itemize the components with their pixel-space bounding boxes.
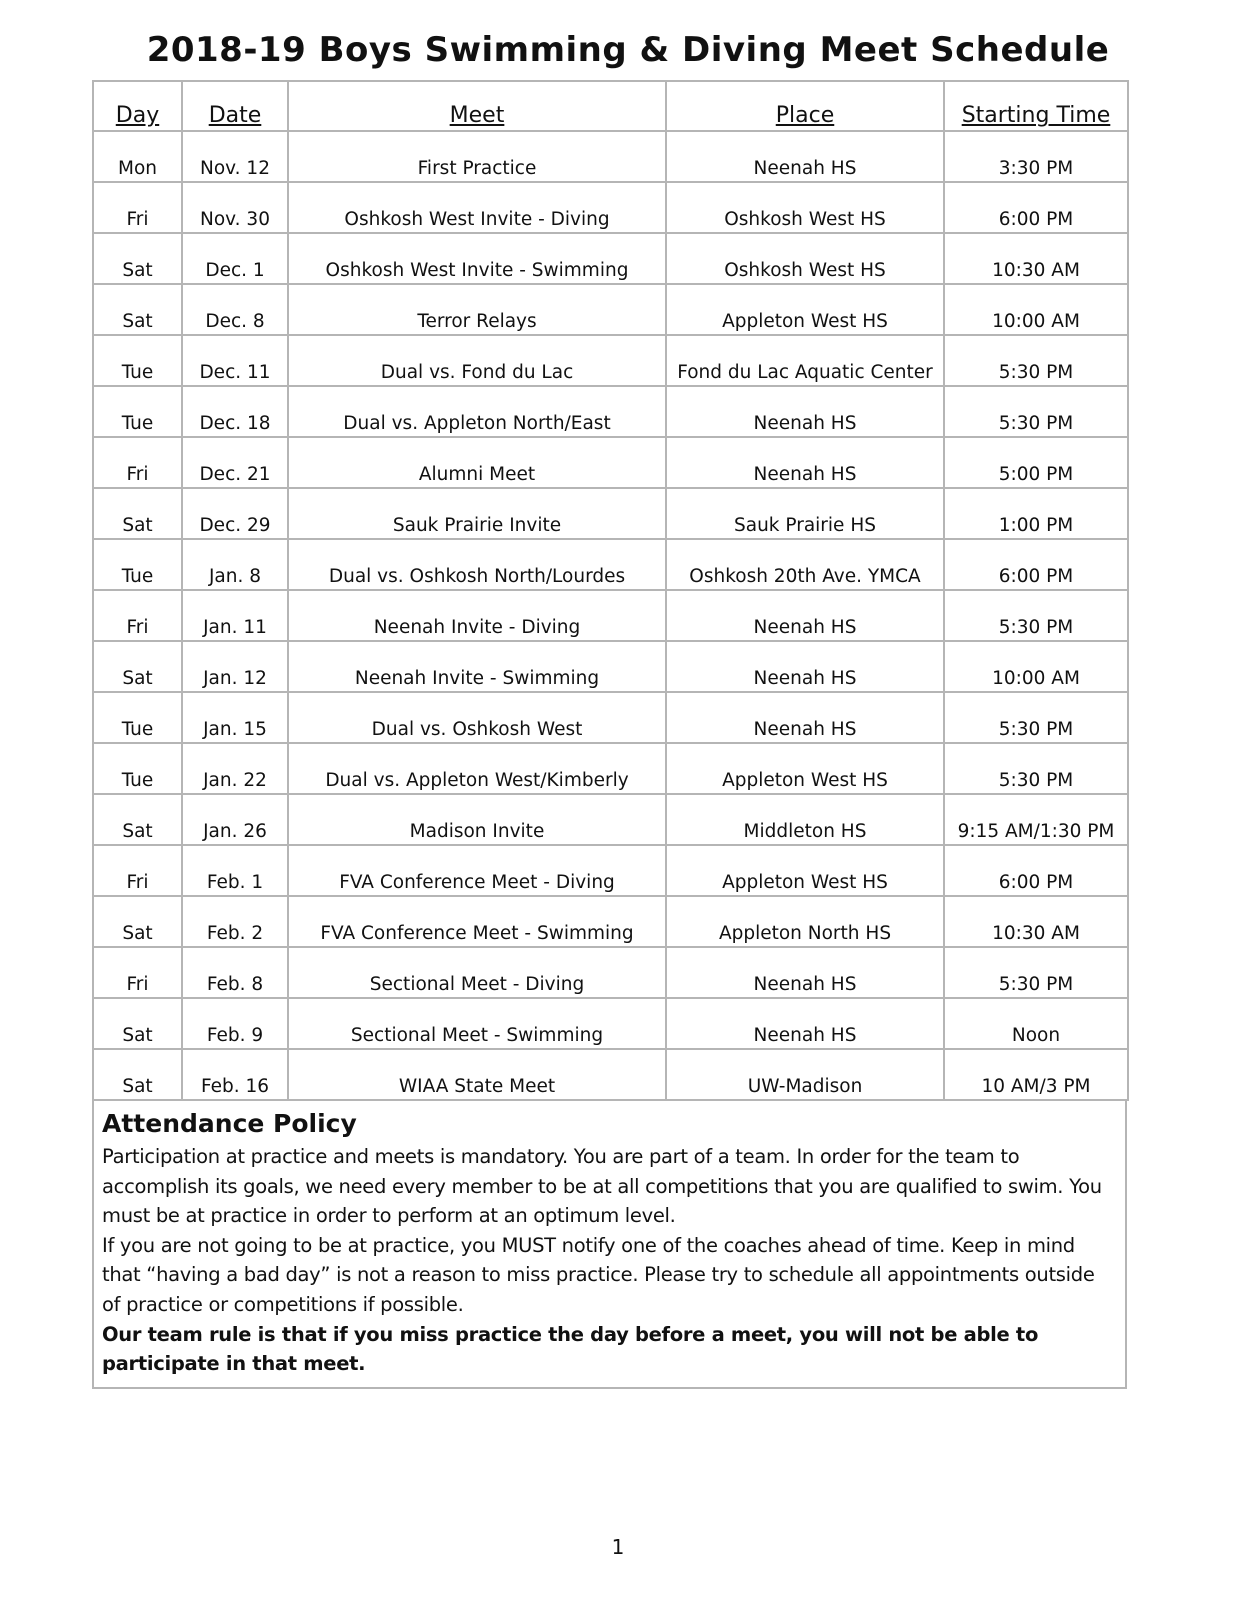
cell-place: Neenah HS	[666, 947, 944, 998]
cell-starting-time: 1:00 PM	[944, 488, 1128, 539]
cell-starting-time: 10:30 AM	[944, 233, 1128, 284]
cell-place: Neenah HS	[666, 641, 944, 692]
header-starting-time: Starting Time	[944, 81, 1128, 131]
cell-place: Oshkosh 20th Ave. YMCA	[666, 539, 944, 590]
table-row	[93, 1049, 1128, 1100]
cell-starting-time: 6:00 PM	[944, 845, 1128, 896]
table-row	[93, 692, 1128, 743]
cell-date: Jan. 8	[182, 539, 288, 590]
cell-date: Feb. 8	[182, 947, 288, 998]
cell-day: Sat	[93, 233, 182, 284]
cell-starting-time: 9:15 AM/1:30 PM	[944, 794, 1128, 845]
policy-paragraph-1: Participation at practice and meets is mandatory. You are part of a team. In order for the team to accomplish its goals, we need every member to be at all competitions that you are qualified to swim. You must be at practice in order to perform at an optimum level.	[102, 1145, 1102, 1228]
cell-starting-time: 10:30 AM	[944, 896, 1128, 947]
cell-date: Nov. 30	[182, 182, 288, 233]
table-row	[93, 947, 1128, 998]
cell-place: Oshkosh West HS	[666, 233, 944, 284]
cell-meet: First Practice	[288, 131, 666, 182]
cell-meet: Sectional Meet - Swimming	[288, 998, 666, 1049]
cell-place: Appleton West HS	[666, 743, 944, 794]
cell-meet: Sectional Meet - Diving	[288, 947, 666, 998]
cell-date: Dec. 8	[182, 284, 288, 335]
cell-day: Fri	[93, 947, 182, 998]
policy-team-rule: Our team rule is that if you miss practice the day before a meet, you will not be able to participate in that meet.	[102, 1322, 1039, 1376]
cell-meet: Madison Invite	[288, 794, 666, 845]
table-row	[93, 284, 1128, 335]
cell-meet: Dual vs. Fond du Lac	[288, 335, 666, 386]
cell-place: Appleton North HS	[666, 896, 944, 947]
cell-day: Tue	[93, 692, 182, 743]
cell-meet: Dual vs. Appleton North/East	[288, 386, 666, 437]
cell-starting-time: 5:30 PM	[944, 947, 1128, 998]
cell-place: Neenah HS	[666, 131, 944, 182]
cell-day: Tue	[93, 539, 182, 590]
cell-day: Sat	[93, 1049, 182, 1100]
table-row	[93, 488, 1128, 539]
cell-date: Dec. 21	[182, 437, 288, 488]
policy-heading: Attendance Policy	[102, 1109, 357, 1138]
cell-date: Jan. 15	[182, 692, 288, 743]
header-date: Date	[182, 81, 288, 131]
cell-day: Fri	[93, 182, 182, 233]
cell-place: Oshkosh West HS	[666, 182, 944, 233]
table-row	[93, 131, 1128, 182]
table-header-row	[93, 81, 1128, 131]
cell-meet: Sauk Prairie Invite	[288, 488, 666, 539]
cell-day: Mon	[93, 131, 182, 182]
cell-place: UW-Madison	[666, 1049, 944, 1100]
page-number: 1	[611, 1535, 625, 1559]
cell-date: Feb. 16	[182, 1049, 288, 1100]
cell-place: Neenah HS	[666, 386, 944, 437]
table-row	[93, 233, 1128, 284]
table-row	[93, 182, 1128, 233]
table-row	[93, 743, 1128, 794]
policy-paragraph-2: If you are not going to be at practice, you MUST notify one of the coaches ahead of time. Keep in mind that “having a bad day” is not a reason to miss practice. Please try to schedule all appointments outside of practice or competitions if possible.	[102, 1233, 1095, 1316]
cell-meet: FVA Conference Meet - Swimming	[288, 896, 666, 947]
cell-day: Fri	[93, 590, 182, 641]
cell-starting-time: 10:00 AM	[944, 641, 1128, 692]
cell-date: Dec. 11	[182, 335, 288, 386]
cell-meet: Alumni Meet	[288, 437, 666, 488]
cell-date: Jan. 11	[182, 590, 288, 641]
cell-place: Neenah HS	[666, 590, 944, 641]
table-row	[93, 845, 1128, 896]
cell-meet: Terror Relays	[288, 284, 666, 335]
cell-day: Tue	[93, 743, 182, 794]
table-row	[93, 998, 1128, 1049]
cell-meet: WIAA State Meet	[288, 1049, 666, 1100]
meet-schedule-table	[92, 80, 1129, 1101]
page-content	[92, 80, 1127, 1389]
cell-date: Dec. 1	[182, 233, 288, 284]
cell-starting-time: 10:00 AM	[944, 284, 1128, 335]
table-row	[93, 794, 1128, 845]
table-row	[93, 437, 1128, 488]
cell-place: Neenah HS	[666, 692, 944, 743]
cell-meet: Oshkosh West Invite - Swimming	[288, 233, 666, 284]
cell-meet: Dual vs. Oshkosh North/Lourdes	[288, 539, 666, 590]
cell-place: Appleton West HS	[666, 284, 944, 335]
cell-starting-time: 6:00 PM	[944, 539, 1128, 590]
cell-day: Fri	[93, 437, 182, 488]
cell-day: Tue	[93, 386, 182, 437]
table-row	[93, 386, 1128, 437]
cell-date: Jan. 22	[182, 743, 288, 794]
cell-date: Feb. 1	[182, 845, 288, 896]
cell-date: Dec. 29	[182, 488, 288, 539]
cell-date: Nov. 12	[182, 131, 288, 182]
table-row	[93, 590, 1128, 641]
cell-meet: Dual vs. Appleton West/Kimberly	[288, 743, 666, 794]
cell-day: Sat	[93, 998, 182, 1049]
cell-starting-time: 3:30 PM	[944, 131, 1128, 182]
cell-date: Jan. 26	[182, 794, 288, 845]
table-row	[93, 539, 1128, 590]
header-day: Day	[93, 81, 182, 131]
cell-starting-time: 5:30 PM	[944, 386, 1128, 437]
cell-date: Feb. 9	[182, 998, 288, 1049]
table-row	[93, 896, 1128, 947]
cell-starting-time: 10 AM/3 PM	[944, 1049, 1128, 1100]
cell-place: Appleton West HS	[666, 845, 944, 896]
cell-day: Sat	[93, 488, 182, 539]
cell-place: Neenah HS	[666, 998, 944, 1049]
cell-date: Feb. 2	[182, 896, 288, 947]
cell-day: Fri	[93, 845, 182, 896]
cell-starting-time: 6:00 PM	[944, 182, 1128, 233]
cell-starting-time: 5:30 PM	[944, 590, 1128, 641]
cell-place: Middleton HS	[666, 794, 944, 845]
cell-place: Fond du Lac Aquatic Center	[666, 335, 944, 386]
header-meet: Meet	[288, 81, 666, 131]
cell-meet: FVA Conference Meet - Diving	[288, 845, 666, 896]
cell-day: Sat	[93, 641, 182, 692]
cell-date: Jan. 12	[182, 641, 288, 692]
cell-starting-time: 5:30 PM	[944, 692, 1128, 743]
cell-meet: Dual vs. Oshkosh West	[288, 692, 666, 743]
table-row	[93, 641, 1128, 692]
cell-meet: Neenah Invite - Diving	[288, 590, 666, 641]
cell-meet: Oshkosh West Invite - Diving	[288, 182, 666, 233]
cell-day: Sat	[93, 284, 182, 335]
attendance-policy	[92, 1101, 1127, 1389]
cell-day: Sat	[93, 896, 182, 947]
cell-starting-time: 5:30 PM	[944, 743, 1128, 794]
cell-day: Tue	[93, 335, 182, 386]
cell-day: Sat	[93, 794, 182, 845]
table-row	[93, 335, 1128, 386]
cell-starting-time: Noon	[944, 998, 1128, 1049]
cell-starting-time: 5:00 PM	[944, 437, 1128, 488]
cell-place: Neenah HS	[666, 437, 944, 488]
cell-date: Dec. 18	[182, 386, 288, 437]
page-title: 2018-19 Boys Swimming & Diving Meet Schedule	[146, 30, 1110, 70]
cell-place: Sauk Prairie HS	[666, 488, 944, 539]
header-place: Place	[666, 81, 944, 131]
cell-starting-time: 5:30 PM	[944, 335, 1128, 386]
cell-meet: Neenah Invite - Swimming	[288, 641, 666, 692]
